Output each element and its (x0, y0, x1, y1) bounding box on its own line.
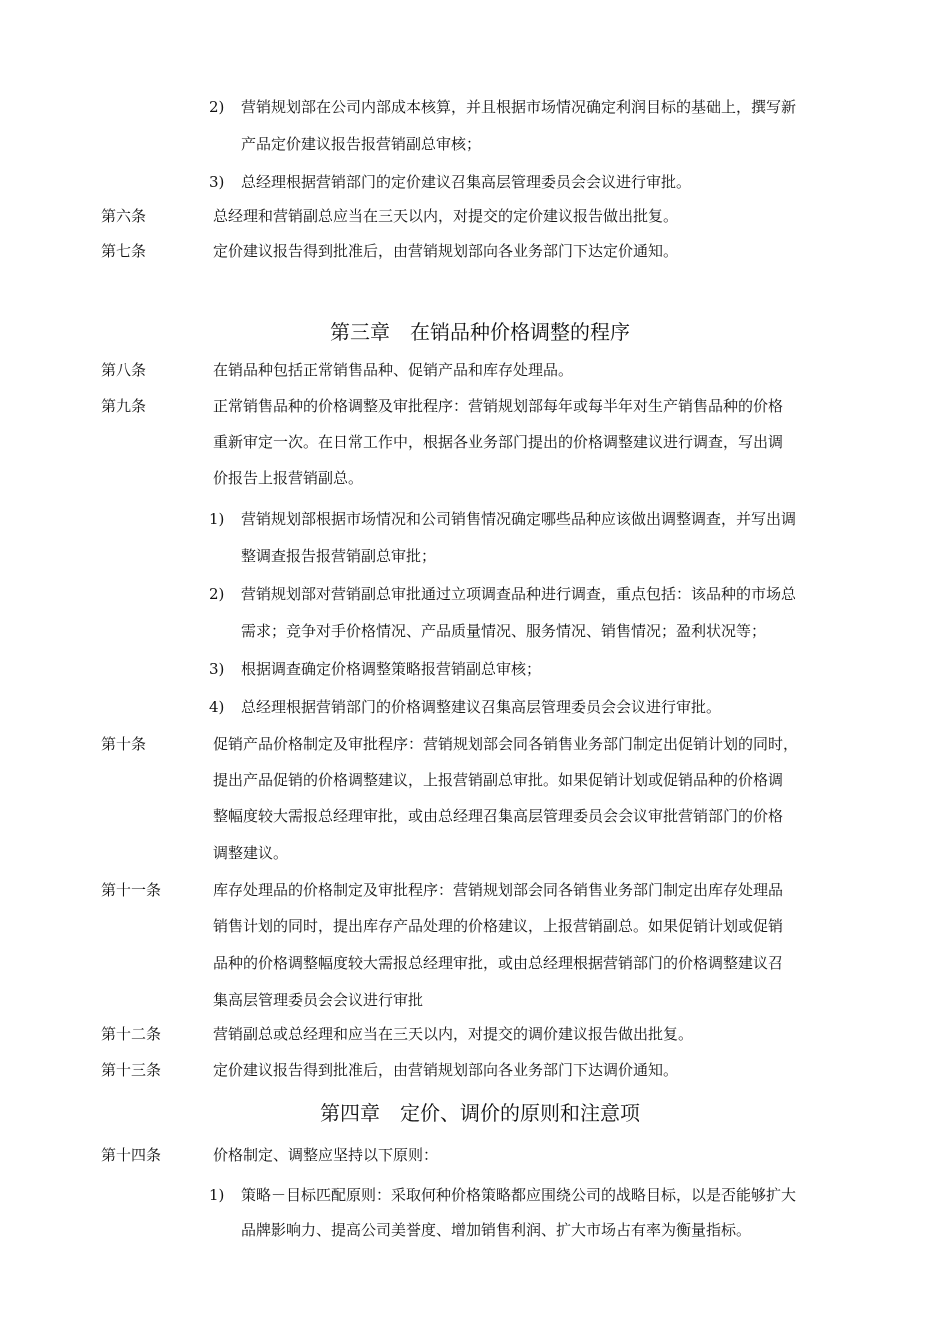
text-line: 正常销售品种的价格调整及审批程序：营销规划部每年或每半年对生产销售品种的价格 (213, 397, 784, 415)
text-line: 总经理根据营销部门的价格调整建议召集高层管理委员会会议进行审批。 (241, 698, 722, 716)
chapter-heading: 第三章 在销品种价格调整的程序 (330, 320, 630, 344)
text-line: 库存处理品的价格制定及审批程序：营销规划部会同各销售业务部门制定出库存处理品 (213, 881, 784, 899)
list-number: 1) (209, 1186, 225, 1204)
article-label: 第十条 (101, 735, 147, 753)
text-line: 根据调查确定价格调整策略报营销副总审核； (241, 660, 542, 678)
article-label: 第十一条 (101, 881, 162, 899)
text-line: 需求；竞争对手价格情况、产品质量情况、服务情况、销售情况；盈利状况等； (241, 622, 767, 640)
text-line: 总经理根据营销部门的定价建议召集高层管理委员会会议进行审批。 (241, 173, 692, 191)
text-line: 策略－目标匹配原则：采取何种价格策略都应围绕公司的战略目标，以是否能够扩大 (241, 1186, 797, 1204)
list-number: 2) (209, 585, 225, 603)
list-number: 3) (209, 660, 225, 678)
text-line: 整幅度较大需报总经理审批，或由总经理召集高层管理委员会会议审批营销部门的价格 (213, 807, 784, 825)
list-number: 2) (209, 98, 225, 116)
text-line: 促销产品价格制定及审批程序：营销规划部会同各销售业务部门制定出促销计划的同时， (213, 735, 799, 753)
text-line: 销售计划的同时，提出库存产品处理的价格建议，上报营销副总。如果促销计划或促销 (213, 917, 784, 935)
text-line: 营销规划部对营销副总审批通过立项调查品种进行调查，重点包括：该品种的市场总 (241, 585, 797, 603)
text-line: 营销规划部根据市场情况和公司销售情况确定哪些品种应该做出调整调查，并写出调 (241, 510, 797, 528)
list-number: 1) (209, 510, 225, 528)
chapter-heading: 第四章 定价、调价的原则和注意项 (320, 1101, 640, 1125)
article-label: 第十二条 (101, 1025, 162, 1043)
text-line: 总经理和营销副总应当在三天以内，对提交的定价建议报告做出批复。 (213, 207, 679, 225)
text-line: 集高层管理委员会会议进行审批 (213, 991, 424, 1009)
article-label: 第六条 (101, 207, 147, 225)
list-number: 3) (209, 173, 225, 191)
text-line: 重新审定一次。在日常工作中，根据各业务部门提出的价格调整建议进行调查，写出调 (213, 433, 784, 451)
text-line: 品牌影响力、提高公司美誉度、增加销售利润、扩大市场占有率为衡量指标。 (241, 1221, 752, 1239)
article-label: 第十四条 (101, 1146, 162, 1164)
text-line: 定价建议报告得到批准后，由营销规划部向各业务部门下达调价通知。 (213, 1061, 679, 1079)
list-number: 4) (209, 698, 225, 716)
text-line: 在销品种包括正常销售品种、促销产品和库存处理品。 (213, 361, 574, 379)
text-line: 品种的价格调整幅度较大需报总经理审批，或由总经理根据营销部门的价格调整建议召 (213, 954, 784, 972)
text-line: 提出产品促销的价格调整建议，上报营销副总审批。如果促销计划或促销品种的价格调 (213, 771, 784, 789)
article-label: 第七条 (101, 242, 147, 260)
text-line: 定价建议报告得到批准后，由营销规划部向各业务部门下达定价通知。 (213, 242, 679, 260)
article-label: 第十三条 (101, 1061, 162, 1079)
text-line: 调整建议。 (213, 844, 289, 862)
text-line: 营销规划部在公司内部成本核算，并且根据市场情况确定利润目标的基础上，撰写新 (241, 98, 797, 116)
article-label: 第八条 (101, 361, 147, 379)
text-line: 营销副总或总经理和应当在三天以内，对提交的调价建议报告做出批复。 (213, 1025, 694, 1043)
text-line: 整调查报告报营销副总审批； (241, 547, 437, 565)
text-line: 产品定价建议报告报营销副总审核； (241, 135, 482, 153)
text-line: 价报告上报营销副总。 (213, 469, 364, 487)
text-line: 价格制定、调整应坚持以下原则： (213, 1146, 439, 1164)
article-label: 第九条 (101, 397, 147, 415)
